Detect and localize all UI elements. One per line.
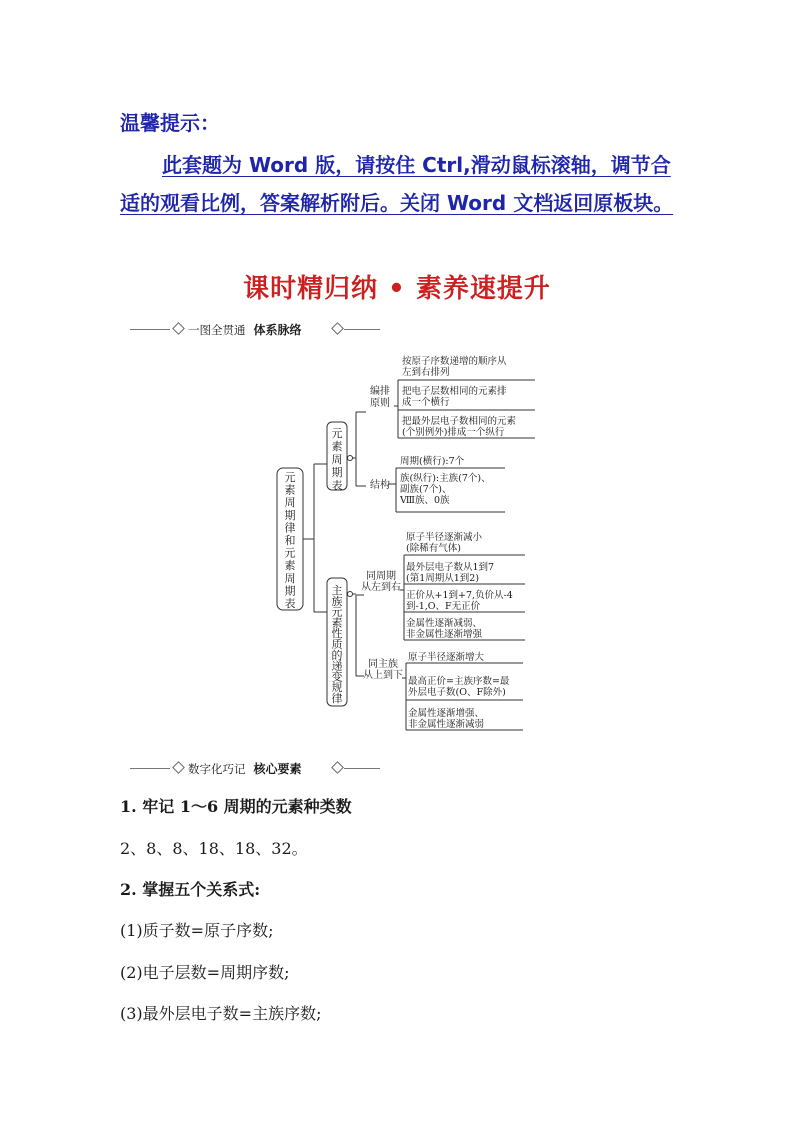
diamond-icon <box>331 322 344 335</box>
notice-body <box>120 146 680 222</box>
point-1-heading: 1. 牢记 1～6 周期的元素种类数 <box>120 797 352 816</box>
same-group-label: 同主族从上到下 <box>363 659 403 681</box>
relation-1: (1)质子数=原子序数; <box>120 921 274 940</box>
arrange-label: 编排原则 <box>370 386 390 409</box>
section-header-right-text: 核心要素 <box>253 762 302 776</box>
same-group-item-2: 最高正价=主族序数=最外层电子数(O、F除外) <box>408 676 510 698</box>
section-header-left-text: 一图全贯通 <box>188 323 246 337</box>
header-line-left <box>130 768 170 769</box>
mind-map <box>270 350 540 739</box>
header-line-right <box>344 768 380 769</box>
structure-groups: 族(纵行):主族(7个)、副族(7个)、 Ⅷ族、0族 <box>400 473 491 506</box>
header-line-right <box>344 329 380 330</box>
same-period-label: 同周期从左到右 <box>361 571 401 593</box>
branch-table-label: 元素周期表 <box>331 427 343 492</box>
relation-2: (2)电子层数=周期序数; <box>120 963 290 982</box>
branch-law-label: 主族元素性质的递变规律 <box>331 584 343 705</box>
diamond-icon <box>172 322 185 335</box>
point-2-heading: 2. 掌握五个关系式: <box>120 880 261 899</box>
section-header-right-text: 体系脉络 <box>253 323 302 337</box>
notice-title: 温馨提示： <box>120 111 220 135</box>
section-header-label <box>188 760 302 777</box>
point-1-text: 2、8、8、18、18、32。 <box>120 839 308 858</box>
root-label: 元素周期律和元素周期表 <box>284 471 296 610</box>
section-header-label <box>188 321 302 338</box>
page-title: 课时精归纳 • 素养速提升 <box>243 274 551 304</box>
arrange-item-3: 把最外层电子数相同的元素(个别例外)排成一个纵行 <box>402 416 517 438</box>
notice-body-text: 此套题为 Word 版，请按住 Ctrl,滑动鼠标滚轴，调节合适的观看比例，答案解析附后。关闭 Word 文档返回原板块。 <box>120 153 674 215</box>
same-period-item-2: 最外层电子数从1到7 (第1周期从1到2) <box>406 562 495 584</box>
header-line-left <box>130 329 170 330</box>
section-header-essentials <box>130 758 380 778</box>
section-header-left-text: 数字化巧记 <box>188 762 246 776</box>
same-group-item-3: 金属性逐渐增强、非金属性逐渐减弱 <box>408 708 485 730</box>
relation-3: (3)最外层电子数=主族序数; <box>120 1004 322 1023</box>
arrange-item-2: 把电子层数相同的元素排成一个横行 <box>402 386 507 408</box>
mind-map-svg <box>270 350 540 735</box>
structure-label: 结构 <box>370 480 390 491</box>
same-period-item-1: 原子半径逐渐减小(除稀有气体) <box>406 532 483 554</box>
diamond-icon <box>172 761 185 774</box>
section-header-structure <box>130 319 380 339</box>
same-group-item-1: 原子半径逐渐增大 <box>408 652 485 663</box>
structure-period: 周期(横行):7个 <box>400 456 465 467</box>
same-period-item-4: 金属性逐渐减弱、非金属性逐渐增强 <box>406 618 483 640</box>
arrange-item-1: 按原子序数递增的顺序从左到右排列 <box>402 356 507 378</box>
diamond-icon <box>331 761 344 774</box>
same-period-item-3: 正价从+1到+7,负价从-4 到-1,O、F无正价 <box>406 590 513 612</box>
